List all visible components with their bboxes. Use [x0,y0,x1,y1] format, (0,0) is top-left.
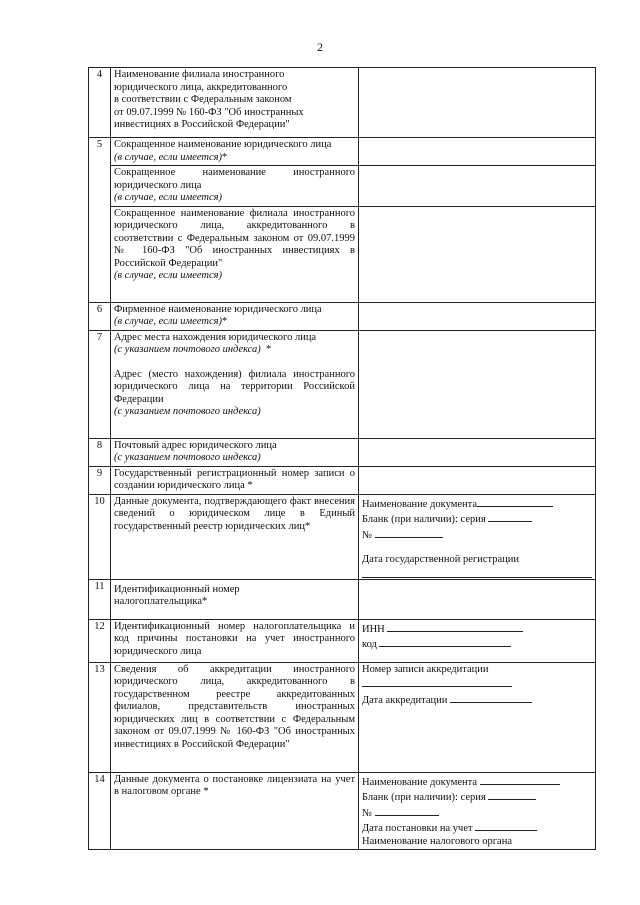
row-number: 14 [89,772,111,850]
registration-date-label: Дата государственной регистрации [362,554,519,565]
value-field[interactable] [359,438,596,466]
value-field[interactable] [359,772,596,850]
label-note: (в случае, если имеется) [114,316,222,327]
row-label: Государственный регистрационный номер записи о создании юридического лица * [111,466,359,494]
form-row-8 [89,438,596,466]
label-line: от 09.07.1999 № 160-ФЗ "Об иностранных [114,106,304,118]
row-number: 9 [89,466,111,494]
row-number: 7 [89,330,111,438]
label-text: Почтовый адрес юридического лица [114,439,277,451]
number-blank[interactable] [375,527,443,538]
value-field[interactable] [359,494,596,579]
row-number: 5 [89,138,111,303]
form-row-7 [89,330,596,438]
required-mark: * [222,316,228,327]
value-field[interactable] [359,466,596,494]
label-line: Наименование филиала иностранного [114,69,285,80]
row-number: 6 [89,302,111,330]
document-name-label: Наименование документа [362,776,477,788]
required-mark: * [266,344,272,355]
number-label: № [362,807,373,819]
label-note: (с указанием почтового индекса) [114,344,261,355]
page-number: 2 [317,40,323,54]
label-text: Адрес места нахождения юридического лица [114,331,317,343]
value-field[interactable] [359,166,596,207]
accreditation-date-blank[interactable] [450,692,532,703]
row-label [111,166,359,207]
kpp-label: код [362,639,377,650]
row-label [111,206,359,302]
inn-blank[interactable] [387,621,523,632]
kpp-blank[interactable] [379,636,511,647]
document-name-blank[interactable] [477,496,553,507]
row-label: Данные документа о постановке лицензиата на учет в налоговом органе * [111,772,359,850]
document-name-blank[interactable] [480,774,560,785]
value-field[interactable] [359,330,596,438]
label-text: Идентификационный номер налогоплательщика* [114,583,240,607]
form-row-4 [89,68,596,138]
number-blank[interactable] [375,805,439,816]
series-label: Бланк (при наличии): серия [362,792,486,803]
form-row-12 [89,619,596,662]
row-label [111,330,359,438]
label-note: (в случае, если имеется) [114,192,222,203]
accreditation-number-label: Номер записи аккредитации [362,663,489,675]
registration-date-label: Дата постановки на учет [362,823,473,834]
row-label [111,138,359,166]
label-text-2: Адрес (место нахождения) филиала иностранного юридического лица на территории Российской Федерации [114,368,355,405]
label-line: инвестициях в Российской Федерации" [114,119,290,130]
accreditation-date-label: Дата аккредитации [362,694,448,706]
registration-date-blank[interactable] [475,820,537,831]
value-field[interactable] [359,619,596,662]
series-blank[interactable] [488,511,532,522]
value-field[interactable] [359,662,596,772]
row-number: 12 [89,619,111,662]
number-label: № [362,529,373,541]
label-text: Сокращенное наименование юридического лица [114,139,332,150]
value-field[interactable] [359,68,596,138]
row-label: Идентификационный номер налогоплательщика и код причины постановки на учет иностранного юридического лица [111,619,359,662]
form-row-6 [89,302,596,330]
form-row-9 [89,466,596,494]
label-line: юридического лица, аккредитованного [114,81,288,93]
form-row-11 [89,579,596,619]
form-row-10 [89,494,596,579]
form-row-14 [89,772,596,850]
value-field[interactable] [359,302,596,330]
row-label [111,68,359,138]
tax-authority-label: Наименование налогового органа [362,835,512,847]
row-number: 13 [89,662,111,772]
form-row-5b [89,166,596,207]
row-number: 8 [89,438,111,466]
label-note-2: (с указанием почтового индекса) [114,406,261,417]
value-field[interactable] [359,206,596,302]
inn-label: ИНН [362,623,385,635]
label-note: (с указанием почтового индекса) [114,452,261,463]
row-label [111,302,359,330]
required-mark: * [222,151,228,163]
accreditation-number-blank[interactable] [362,676,512,687]
label-note: (в случае, если имеется) [114,270,222,281]
row-label [111,579,359,619]
value-field[interactable] [359,579,596,619]
row-number: 4 [89,68,111,138]
series-blank[interactable] [488,789,536,800]
form-row-13 [89,662,596,772]
row-label: Сведения об аккредитации иностранного юридического лица, аккредитованного в государственном реестре аккредитованных филиалов, представительств иностранных юридических лиц в соответствии с Федеральным законом от 09.07.1999 № 160-ФЗ "Об иностранных инвестициях в Российской Федерации" [111,662,359,772]
form-row-5 [89,138,596,166]
row-label: Данные документа, подтверждающего факт внесения сведений о юридическом лице в Единый государственный реестр юридических лиц* [111,494,359,579]
row-label [111,438,359,466]
label-text: Сокращенное наименование иностранного юридического лица [114,167,355,191]
row-number: 10 [89,494,111,579]
registration-date-blank[interactable] [362,569,592,578]
application-form-table [88,67,596,850]
document-name-label: Наименование документа [362,498,477,510]
label-text: Сокращенное наименование филиала иностранного юридического лица, аккредитованного в соответствии с Федеральным законом от 09.07.1999 № 160-ФЗ "Об иностранных инвестициях в Российской Федерации" [114,207,355,269]
label-text: Фирменное наименование юридического лица [114,303,322,315]
value-field[interactable] [359,138,596,166]
form-row-5c [89,206,596,302]
label-line: в соответствии с Федеральным законом [114,94,292,105]
label-note: (в случае, если имеется) [114,151,222,163]
series-label: Бланк (при наличии): серия [362,514,486,525]
row-number: 11 [89,579,111,619]
